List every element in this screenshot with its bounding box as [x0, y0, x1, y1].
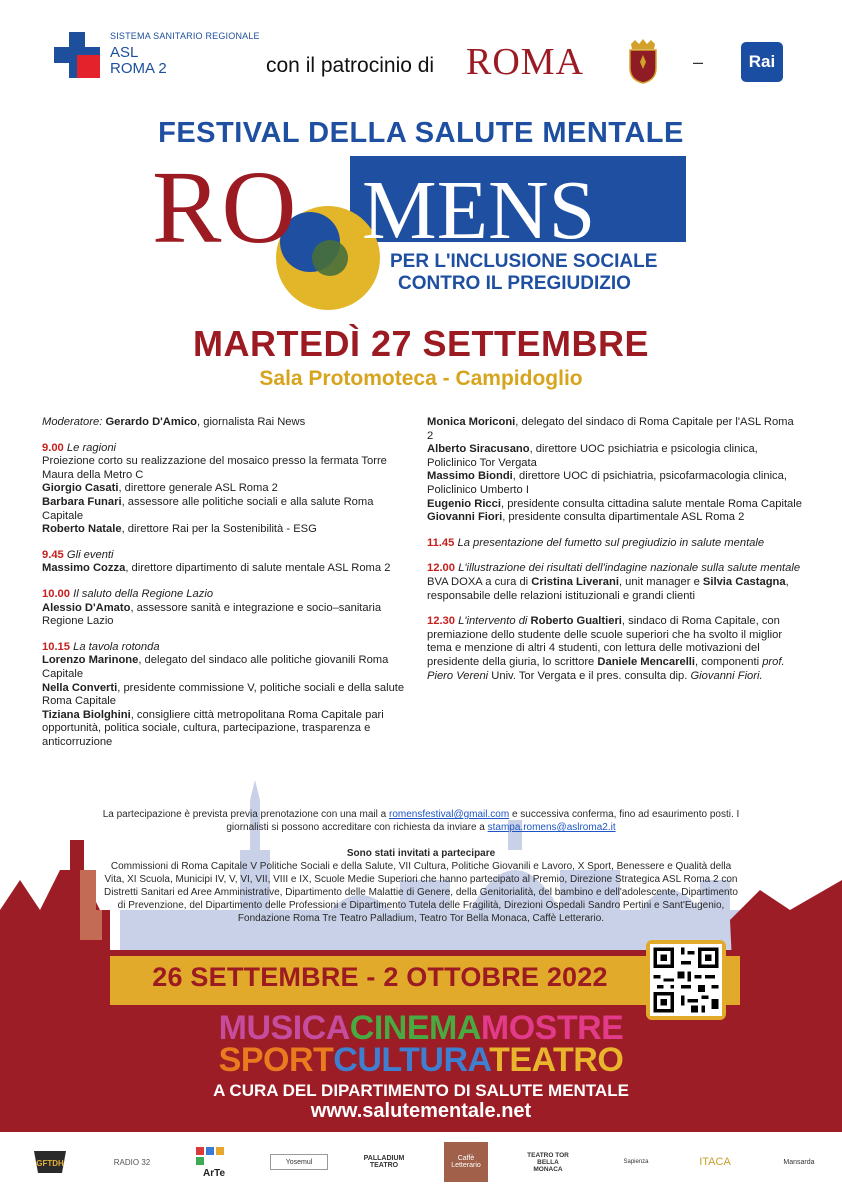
speaker-name: prof. Piero Vereni: [427, 655, 785, 682]
email-press-link[interactable]: stampa.romens@aslroma2.it: [487, 822, 616, 833]
partner-mansarda-logo: Mansarda: [783, 1158, 815, 1166]
partner-caffe-letterario-logo: Caffè Letterario: [444, 1142, 488, 1182]
partner-yosemul-logo: Yosemul: [270, 1154, 328, 1170]
slot-time: 10.15: [42, 640, 70, 653]
festival-dates: 26 SETTEMBRE - 2 OTTOBRE 2022: [152, 962, 608, 992]
speaker-name: Eugenio Ricci: [427, 497, 501, 510]
speaker-desc: , direttore dipartimento di salute mentale ASL Roma 2: [125, 562, 391, 575]
slot-text: , responsabile delle relazioni istituzionali e grandi clienti: [427, 575, 789, 602]
slot-label: L'intervento di: [458, 615, 528, 628]
slot-label: Le ragioni: [66, 441, 117, 454]
speaker-name: Giorgio Casati: [42, 482, 119, 495]
romens-subtitle-2: CONTRO IL PREGIUDIZIO: [398, 273, 631, 294]
partner-gftdh-logo: [28, 1142, 72, 1182]
speaker-name: Lorenzo Marinone: [42, 654, 139, 667]
slot-label: La tavola rotonda: [73, 640, 160, 653]
invited-info: [100, 847, 742, 925]
slot-label: L'illustrazione dei risultati dell'indagine nazionale sulla salute mentale: [458, 562, 801, 575]
program-left-column: [42, 416, 412, 761]
slot-time: 10.00: [42, 587, 70, 600]
program-right-column: [427, 416, 802, 695]
speaker-desc: , presidente consulta cittadina salute mentale Roma Capitale: [500, 497, 802, 510]
roma-crest-icon: [626, 38, 660, 84]
speaker-desc: , direttore UOC psichiatria e psicologia clinica, Policlinico Tor Vergata: [427, 443, 758, 469]
speaker-name: Massimo Biondi: [427, 470, 513, 483]
slot-time: 9.00: [42, 441, 64, 454]
program-slot-1145: [427, 537, 802, 551]
program-slot-1230: [427, 615, 802, 683]
speaker-name: Tiziana Biolghini: [42, 708, 131, 721]
asl-roma2-logo: [54, 32, 260, 78]
word-cinema: CINEMA: [349, 1009, 481, 1047]
speaker-name: Daniele Mencarelli: [597, 655, 696, 668]
patrocinio-text: con il patrocinio di: [266, 54, 435, 77]
asl-small-label: SISTEMA SANITARIO REGIONALE: [110, 31, 260, 41]
svg-text:GFTDH: GFTDH: [36, 1159, 64, 1168]
speaker-desc: , direttore Rai per la Sostenibilità - ESG: [121, 523, 317, 536]
program-slot-1000: [42, 588, 412, 629]
slot-text: Univ. Tor Vergata e il pres. consulta dip.: [488, 669, 691, 682]
program-slot-1200: [427, 562, 802, 603]
slot-text: BVA DOXA a cura di: [427, 575, 532, 588]
partner-arte-logo: [192, 1142, 236, 1182]
speaker-desc: , assessore alle politiche sociali e alla salute Roma Capitale: [42, 495, 374, 522]
speaker-desc: , delegato del sindaco di Roma Capitale per l'ASL Roma 2: [427, 416, 794, 442]
slot-label: Il saluto della Regione Lazio: [73, 587, 214, 600]
curated-by: A CURA DEL DIPARTIMENTO DI SALUTE MENTALE: [213, 1081, 629, 1100]
website-link[interactable]: www.salutementale.net: [310, 1100, 532, 1122]
word-cultura: CULTURA: [333, 1041, 490, 1079]
partner-sapienza-logo: Sapienza: [623, 1159, 649, 1165]
word-mostre: MOSTRE: [480, 1009, 624, 1047]
romens-subtitle: [390, 251, 657, 295]
header-dash: –: [693, 52, 704, 72]
speaker-desc: , direttore generale ASL Roma 2: [118, 482, 278, 495]
speaker-name: Alberto Siracusano: [427, 443, 530, 456]
slot-time: 12.00: [427, 562, 455, 575]
participation-info: [100, 808, 742, 834]
word-teatro: TEATRO: [489, 1041, 624, 1079]
moderator-block: [42, 416, 412, 430]
info-text: La partecipazione è prevista previa prenotazione con una mail a: [102, 809, 389, 820]
slot-label: Gli eventi: [66, 548, 114, 561]
moderator-role: Moderatore:: [42, 416, 103, 428]
partner-radio32-logo: RADIO 32: [113, 1157, 151, 1167]
moderator-name: Gerardo D'Amico: [105, 416, 197, 428]
romens-subtitle-1: PER L'INCLUSIONE SOCIALE: [390, 251, 658, 272]
invited-text: Commissioni di Roma Capitale V Politiche Sociali e della Salute, VII Cultura, Politiche Giovanili e Lavoro, X Sport, Benessere e Qualità della Vita, XI Scuola, Municipi IV, V, VI, VII, VIII e IX, Scuole Medie Superiori che hanno partecipato al Premio, Direzione Strategica ASL Roma 2 con Distretti Sanitari ed Aree Amministrative, Dipartimento delle Malattie di Genere, della Genitorialità, del bambino e dell'adolescente, Dipartimento di Prevenzione, del Dipartimento delle Professioni e Dipartimento Tutela delle Fragilità, Direzioni Ospedali Sandro Pertini e Sant'Eugenio, Fondazione Roma Tre Teatro Palladium, Teatro Tor Bella Monaca, Caffè Letterario.: [104, 861, 738, 924]
slot-time: 9.45: [42, 548, 64, 561]
speaker-desc: , presidente consulta dipartimentale ASL Roma 2: [502, 511, 745, 524]
qr-code[interactable]: [646, 940, 726, 1020]
slot-time: 11.45: [427, 536, 455, 549]
speaker-name: Giovanni Fiori: [427, 511, 503, 524]
partner-tor-bella-monaca-logo: TEATRO TOR BELLA MONACA: [527, 1151, 569, 1173]
activities-row-2: [0, 1042, 842, 1078]
speaker-desc: , consigliere città metropolitana Roma Capitale pari opportunità, politica sociale, cultura, partecipazione, trasparenza e anticorruzione: [42, 708, 384, 748]
speaker-name: Massimo Cozza: [42, 562, 126, 575]
program-slot-945: [42, 549, 412, 576]
slot-text: , unit manager e: [618, 575, 703, 588]
speaker-name: Roberto Natale: [42, 523, 122, 536]
partner-palladium-logo: PALLADIUM TEATRO: [363, 1155, 405, 1169]
rai-logo: Rai: [741, 42, 783, 82]
speaker-name: Silvia Castagna: [702, 575, 786, 588]
romens-mens-text: MENS: [362, 164, 596, 257]
speaker-name: Monica Moriconi: [427, 416, 516, 428]
roma-wordmark: ROMA: [466, 41, 585, 83]
slot-text: , sindaco di Roma Capitale, con premiazione dello studente delle scuole superiori che ha svolto il miglior tema e menzione di altri 4 studenti, con lettura delle motivazioni del presidente della giuria, lo scrittore: [427, 615, 783, 668]
speaker-name: Barbara Funari: [42, 495, 122, 508]
slot-time: 12.30: [427, 615, 455, 628]
program-slot-1015: [42, 641, 412, 750]
asl-cross-icon: [54, 32, 100, 78]
speaker-name: Roberto Gualtieri: [530, 615, 622, 628]
festival-title: FESTIVAL DELLA SALUTE MENTALE: [158, 117, 684, 149]
asl-line2: ROMA 2: [110, 60, 167, 78]
moderator-desc: , giornalista Rai News: [197, 416, 306, 428]
event-venue: Sala Protomoteca - Campidoglio: [259, 367, 583, 390]
svg-text:ArTe: ArTe: [202, 1168, 226, 1179]
speaker-desc: , presidente commissione V, politiche sociali e della salute Roma Capitale: [42, 681, 405, 708]
qr-code-icon: [650, 944, 722, 1016]
roundtable-continued: [427, 416, 802, 525]
speaker-name: Cristina Liverani: [531, 575, 619, 588]
partner-logos-strip: [0, 1134, 842, 1191]
program-slot-900: [42, 442, 412, 537]
speaker-name: Nella Converti: [42, 681, 118, 694]
speaker-name: Giovanni Fiori.: [690, 669, 763, 682]
speaker-desc: , assessore sanità e integrazione e socio–sanitaria Regione Lazio: [42, 601, 382, 628]
partner-itaca-logo: ITACA: [699, 1156, 731, 1168]
invited-title: Sono stati invitati a partecipare: [346, 848, 496, 859]
slot-text: Proiezione corto su realizzazione del mosaico presso la fermata Torre Maura della Metro C: [42, 455, 387, 481]
speaker-name: Alessio D'Amato: [42, 601, 131, 614]
info-text: e successiva conferma, fino ad esaurimento posti. I giornalisti si possono accreditare con richiesta da inviare a: [226, 809, 740, 833]
speaker-desc: , direttore UOC di psichiatria, psicofarmacologia clinica, Policlinico Umberto I: [427, 470, 787, 496]
romens-ro-text: RO: [152, 150, 297, 265]
word-musica: MUSICA: [218, 1009, 350, 1047]
slot-label: La presentazione del fumetto sul pregiudizio in salute mentale: [457, 536, 765, 549]
email-romens-link[interactable]: romensfestival@gmail.com: [388, 809, 510, 820]
word-sport: SPORT: [218, 1041, 334, 1079]
asl-line1: ASL: [110, 44, 139, 62]
speaker-desc: , delegato del sindaco alle politiche giovanili Roma Capitale: [42, 654, 389, 680]
slot-text: , componenti: [695, 655, 763, 668]
event-date: MARTEDÌ 27 SETTEMBRE: [192, 323, 650, 364]
